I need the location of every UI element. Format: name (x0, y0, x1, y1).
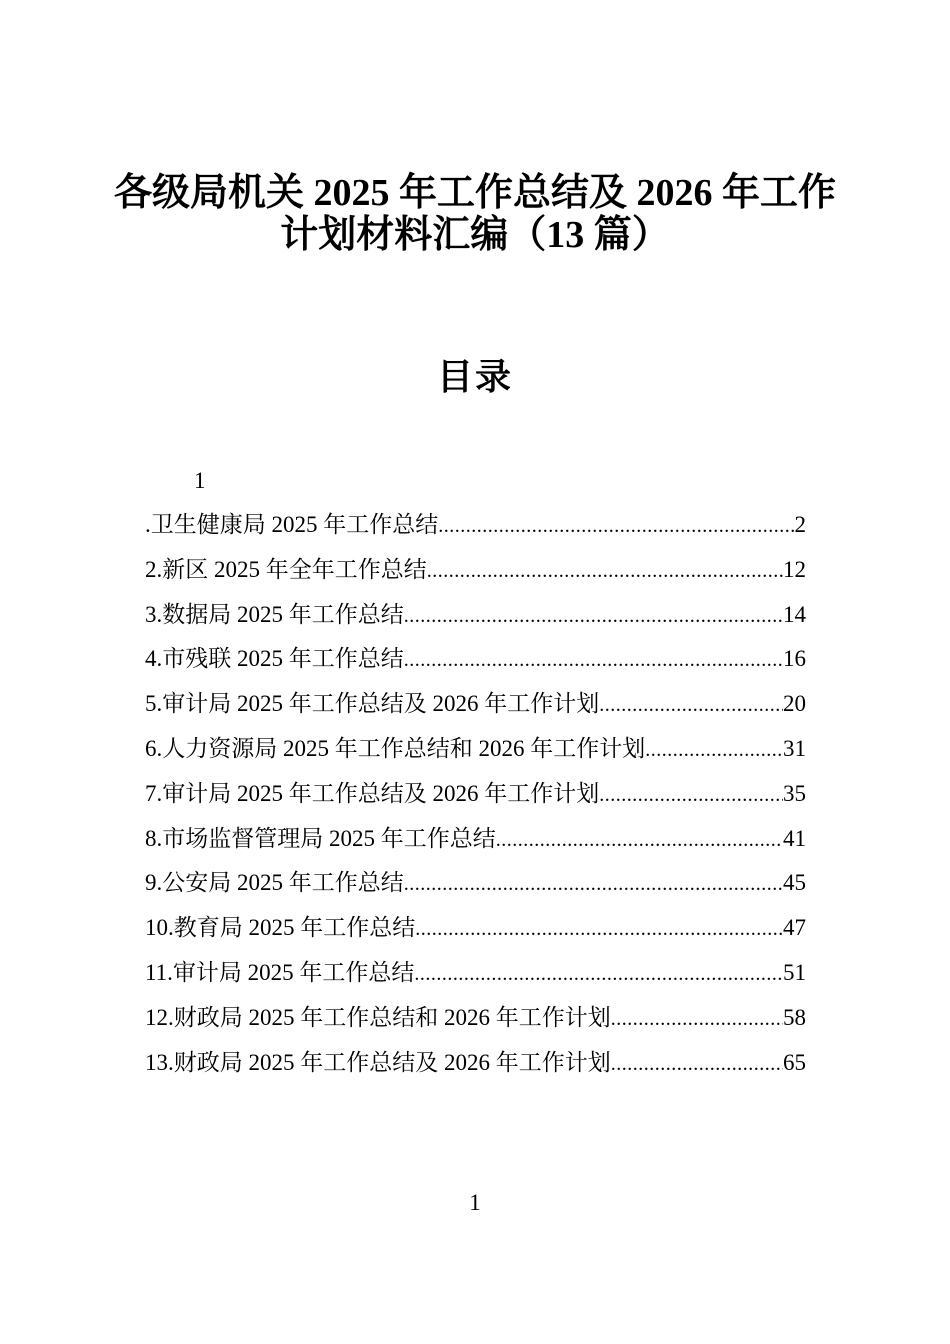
document-title-line-1: 各级局机关 2025 年工作总结及 2026 年工作 (113, 172, 836, 214)
toc-entry-3[interactable] (145, 599, 806, 644)
toc-entry-page: 16 (783, 646, 806, 672)
toc-entry-page: 51 (783, 959, 806, 985)
toc-entry-4[interactable] (145, 643, 806, 688)
toc-entry-page: 20 (783, 691, 806, 717)
toc-stray-number: 1 (194, 468, 206, 493)
toc-entry-label: 5.审计局 2025 年工作总结及 2026 年工作计划 (145, 691, 600, 717)
toc-entry-label: 10.教育局 2025 年工作总结 (145, 915, 416, 941)
toc-entry-page: 31 (783, 735, 806, 761)
toc-dot-leader (496, 824, 783, 856)
toc-dot-leader (645, 734, 783, 766)
toc-entry-page: 45 (783, 870, 806, 896)
toc-entry-label: 3.数据局 2025 年工作总结 (145, 601, 404, 627)
toc-entry-page: 2 (794, 512, 806, 537)
toc-entry-label: 12.财政局 2025 年工作总结和 2026 年工作计划 (145, 1004, 611, 1030)
toc-heading: 目录 (436, 357, 513, 397)
toc-dot-leader (611, 1003, 783, 1035)
page-number: 1 (469, 1190, 481, 1215)
toc-dot-leader (404, 868, 783, 900)
toc-entry-1[interactable] (145, 509, 806, 554)
toc-entry-7[interactable] (145, 778, 806, 823)
toc-entry-page: 65 (783, 1049, 806, 1075)
toc-entry-label: 6.人力资源局 2025 年工作总结和 2026 年工作计划 (145, 735, 646, 761)
toc-entry-page: 47 (783, 915, 806, 941)
toc-entry-page: 14 (783, 601, 806, 627)
toc-dot-leader (414, 958, 783, 990)
toc-entry-page: 35 (783, 780, 806, 806)
toc-dot-leader (599, 689, 783, 721)
toc-entry-11[interactable] (145, 957, 806, 1002)
toc-entry-label: 9.公安局 2025 年工作总结 (145, 870, 404, 896)
toc-entry-page: 41 (783, 825, 806, 851)
toc-dot-leader (611, 1048, 783, 1080)
toc-entry-12[interactable] (145, 1002, 806, 1047)
toc-entry-5[interactable] (145, 688, 806, 733)
toc-entry-label: 8.市场监督管理局 2025 年工作总结 (145, 825, 496, 851)
toc-entry-9[interactable] (145, 867, 806, 912)
toc-entry-13[interactable] (145, 1047, 806, 1092)
toc-entry-label: 2.新区 2025 年全年工作总结 (145, 556, 427, 582)
toc-entry-2[interactable] (145, 554, 806, 599)
toc-entry-label: .卫生健康局 2025 年工作总结 (145, 512, 439, 537)
toc-entry-page: 12 (783, 556, 806, 582)
document-title-line-2: 计划材料汇编（13 篇） (280, 214, 670, 256)
toc-dot-leader (427, 555, 783, 587)
toc-entry-page: 58 (783, 1004, 806, 1030)
toc-dot-leader (415, 913, 783, 945)
toc-entry-label: 7.审计局 2025 年工作总结及 2026 年工作计划 (145, 780, 600, 806)
toc-entry-label: 4.市残联 2025 年工作总结 (145, 646, 404, 672)
toc-dot-leader (438, 510, 794, 542)
toc-dot-leader (599, 779, 783, 811)
toc-entry-10[interactable] (145, 912, 806, 957)
table-of-contents (145, 509, 806, 1091)
toc-dot-leader (404, 600, 783, 632)
toc-entry-8[interactable] (145, 823, 806, 868)
toc-entry-label: 11.审计局 2025 年工作总结 (145, 959, 415, 985)
toc-entry-label: 13.财政局 2025 年工作总结及 2026 年工作计划 (145, 1049, 611, 1075)
toc-entry-6[interactable] (145, 733, 806, 778)
toc-dot-leader (404, 644, 783, 676)
